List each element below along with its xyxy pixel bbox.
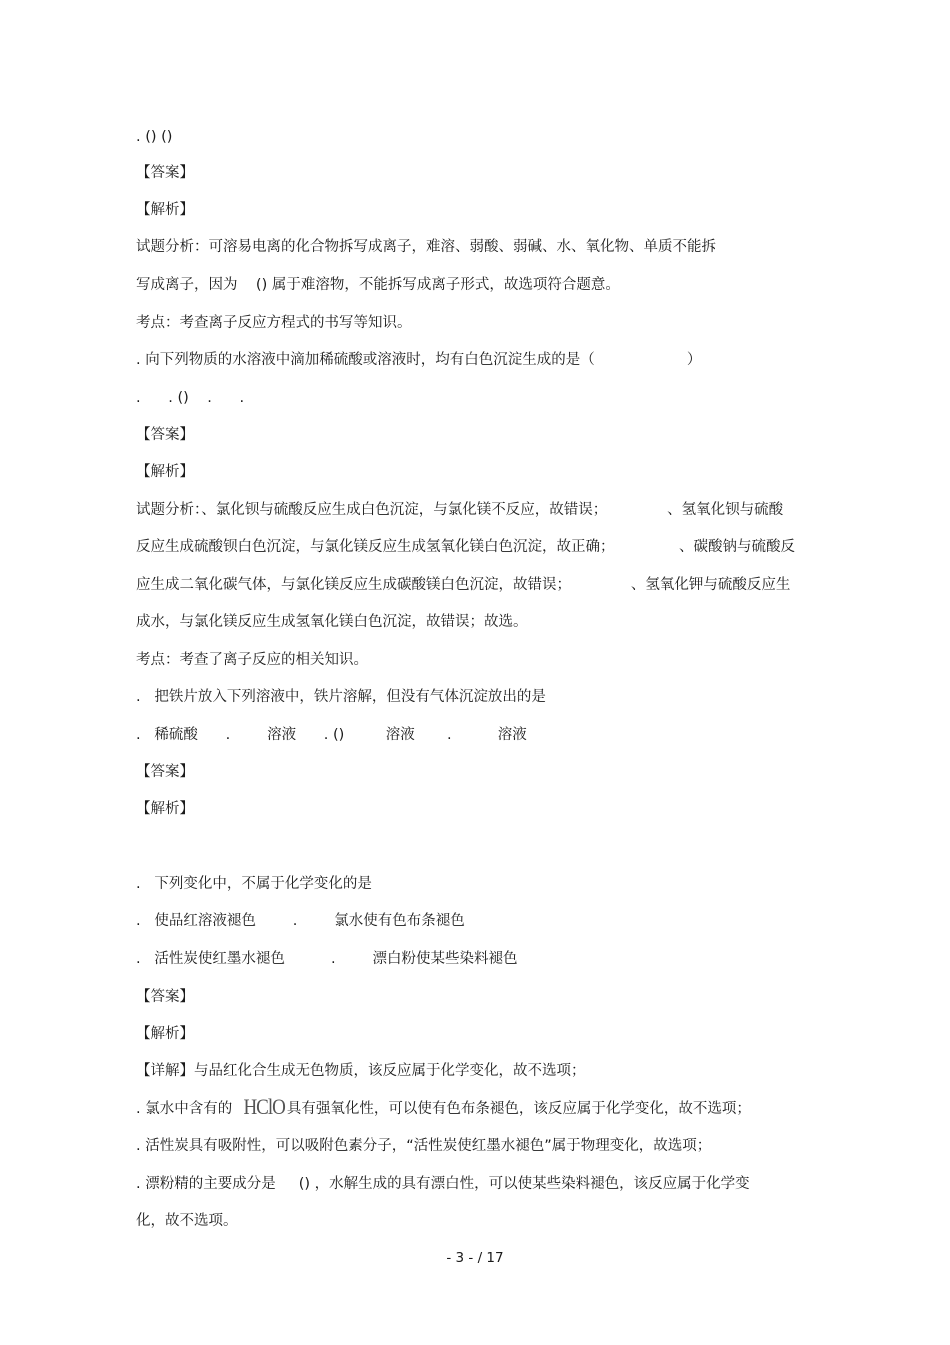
line-text: 考点：考查离子反应方程式的书写等知识。 [136, 315, 412, 331]
line-text: . 把铁片放入下列溶液中，铁片溶解，但没有气体沉淀放出的是 [136, 689, 546, 705]
text-line [136, 1061, 586, 1081]
options-line [136, 388, 244, 408]
text-line [136, 275, 620, 295]
answer-heading [136, 987, 194, 1007]
answer-heading [136, 163, 194, 183]
line-text: . 稀硫酸 . 溶液 . () 溶液 . 溶液 [136, 727, 527, 743]
text-line [136, 537, 795, 557]
analysis-heading [136, 799, 194, 819]
hclo-formula: HClO [243, 1095, 285, 1120]
text-line [136, 612, 528, 632]
line-text: 写成离子，因为 () 属于难溶物，不能拆写成离子形式，故选项符合题意。 [136, 277, 620, 293]
line-text: 化，故不选项。 [136, 1213, 238, 1229]
text-line [136, 313, 412, 333]
line-text: . 漂粉精的主要成分是 () ，水解生成的具有漂白性，可以使某些染料褪色，该反应属于化学变 [136, 1176, 750, 1192]
line-text: 【解析】 [136, 1026, 194, 1042]
line-text: 考点：考查了离子反应的相关知识。 [136, 652, 368, 668]
line-text: 【答案】 [136, 764, 194, 780]
options-line [136, 949, 518, 969]
page-number: - 3 - / 17 [446, 1250, 504, 1266]
line-text: 具有强氧化性，可以使有色布条褪色，该反应属于化学变化，故不选项； [286, 1101, 751, 1117]
line-text: 【答案】 [136, 427, 194, 443]
options-line [136, 725, 527, 745]
text-line [136, 500, 783, 520]
line-text: . 活性炭具有吸附性，可以吸附色素分子，“活性炭使红墨水褪色”属于物理变化，故选项； [136, 1138, 712, 1154]
text-line [136, 237, 716, 257]
analysis-heading [136, 200, 194, 220]
question-line [136, 687, 546, 707]
text-line [136, 575, 790, 595]
line-text: . 向下列物质的水溶液中滴加稀硫酸或溶液时，均有白色沉淀生成的是（ ） [136, 352, 702, 368]
line-text: . 活性炭使红墨水褪色 . 漂白粉使某些染料褪色 [136, 951, 518, 967]
line-text: 【答案】 [136, 989, 194, 1005]
line-text: . 下列变化中，不属于化学变化的是 [136, 876, 372, 892]
line-text: . () () [136, 129, 173, 145]
line-text: 反应生成硫酸钡白色沉淀，与氯化镁反应生成氢氧化镁白色沉淀，故正确； 、碳酸钠与硫酸反 [136, 539, 796, 555]
text-line [136, 127, 172, 147]
line-text: . 氯水中含有的 [136, 1101, 233, 1117]
answer-heading [136, 425, 194, 445]
text-line [136, 1211, 238, 1231]
line-text: 成水，与氯化镁反应生成氢氧化镁白色沉淀，故错误；故选。 [136, 614, 528, 630]
line-text: . 使品红溶液褪色 . 氯水使有色布条褪色 [136, 913, 465, 929]
question-line [136, 874, 372, 894]
line-text: 应生成二氧化碳气体，与氯化镁反应生成碳酸镁白色沉淀，故错误； 、氢氧化钾与硫酸反应生 [136, 577, 791, 593]
line-text: 【答案】 [136, 165, 194, 181]
line-text: . . () . . [136, 390, 245, 406]
analysis-heading [136, 462, 194, 482]
line-text: 【解析】 [136, 801, 194, 817]
line-text: 试题分析：、氯化钡与硫酸反应生成白色沉淀，与氯化镁不反应，故错误； 、氢氧化钡与硫酸 [136, 502, 784, 518]
text-line [136, 1136, 711, 1156]
answer-heading [136, 762, 194, 782]
line-text: 【解析】 [136, 464, 194, 480]
text-line [136, 650, 368, 670]
line-text: 【详解】与品红化合生成无色物质，该反应属于化学变化，故不选项； [136, 1063, 586, 1079]
question-line [136, 350, 701, 370]
line-text: 试题分析：可溶易电离的化合物拆写成离子，难溶、弱酸、弱碱、水、氧化物、单质不能拆 [136, 239, 716, 255]
analysis-heading [136, 1024, 194, 1044]
options-line [136, 911, 465, 931]
line-text: 【解析】 [136, 202, 194, 218]
text-line [136, 1095, 751, 1120]
text-line [136, 1174, 750, 1194]
